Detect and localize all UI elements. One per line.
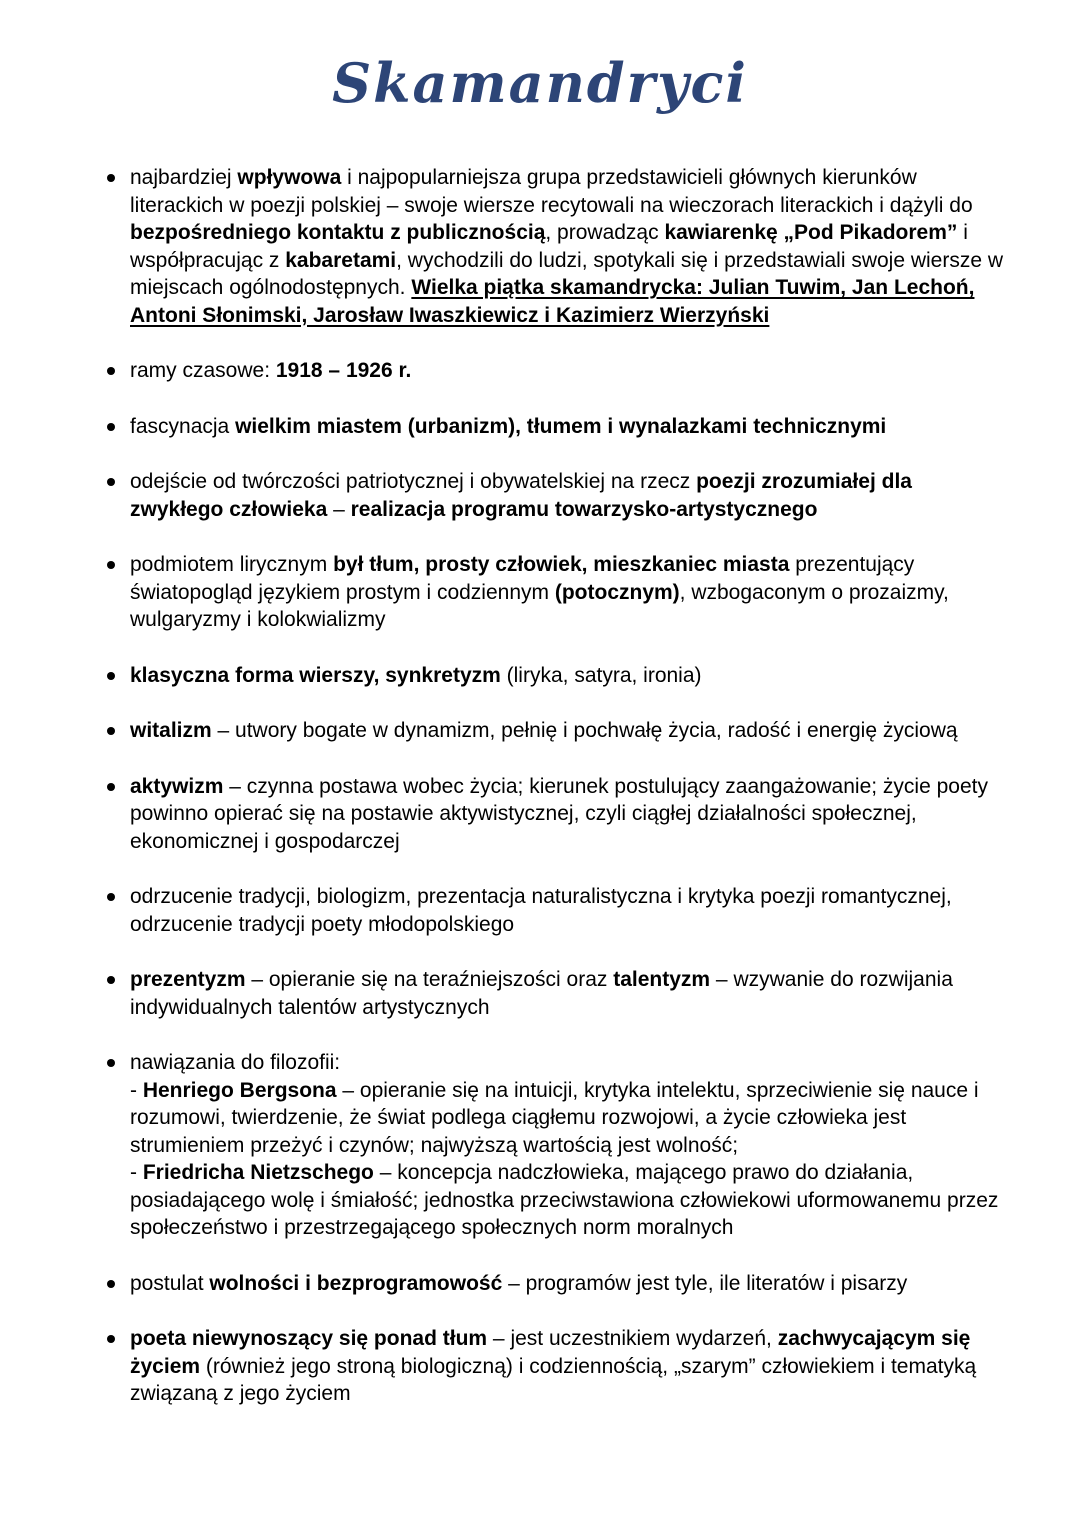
text-segment: i współpracując z	[130, 221, 968, 272]
list-item	[105, 773, 1010, 856]
list-item	[105, 1049, 1010, 1242]
text-segment: –	[327, 497, 351, 521]
list-item-text	[130, 553, 949, 631]
text-segment: kabaretami	[285, 248, 397, 272]
list-item-text	[130, 885, 952, 936]
list-item	[105, 164, 1010, 329]
text-segment: talentyzm	[613, 968, 711, 992]
list-item	[105, 717, 1010, 745]
text-segment: – utwory bogate w dynamizm, pełnię i pochwałę życia, radość i energię życiową	[211, 719, 958, 743]
list-item-text	[130, 719, 958, 742]
text-segment: (potocznym)	[554, 580, 680, 604]
bullet-icon	[107, 727, 115, 735]
list-item-text	[130, 664, 702, 687]
text-segment: Friedricha Nietzschego	[142, 1161, 374, 1185]
bullet-list	[0, 164, 1080, 1476]
list-item	[105, 357, 1010, 385]
text-segment: – koncepcja nadczłowieka, mającego prawo do działania, posiadającego wolę i śmiałość; jednostka przeciwstawiona człowiekowi uformowanemu przez społeczeństwo i przestrzegającego społecznych norm moralnych	[130, 1161, 999, 1240]
text-segment: bezpośredniego kontaktu z publicznością	[130, 221, 546, 245]
bullet-icon	[107, 174, 115, 182]
text-segment: , prowadząc	[545, 221, 665, 245]
text-segment: klasyczna forma wierszy, synkretyzm	[130, 663, 501, 687]
text-segment: – programów jest tyle, ile literatów i pisarzy	[502, 1271, 908, 1295]
text-segment: , wzbogaconym o prozaizmy, wulgaryzmy i kolokwializmy	[130, 580, 949, 632]
bullet-icon	[107, 976, 115, 984]
text-segment: -	[130, 1078, 143, 1102]
bullet-icon	[107, 561, 115, 569]
list-item	[105, 883, 1010, 938]
list-item	[105, 551, 1010, 634]
bullet-icon	[107, 1059, 115, 1067]
text-segment: – opieranie się na teraźniejszości oraz	[245, 968, 614, 992]
bullet-icon	[107, 367, 115, 375]
bullet-icon	[107, 423, 115, 431]
text-segment: -	[130, 1161, 143, 1185]
text-segment: witalizm	[130, 719, 212, 743]
list-item-text	[130, 968, 953, 1019]
text-segment: wolności i bezprogramowość	[209, 1271, 503, 1295]
text-segment: Henriego Bergsona	[142, 1078, 337, 1102]
list-item-text	[130, 359, 411, 382]
text-segment: (również jego stroną biologiczną) i codziennością, „szarym” człowiekiem i tematyką związaną z jego życiem	[130, 1354, 977, 1406]
text-segment: poezji zrozumiałej dla zwykłego człowieka	[130, 470, 912, 521]
list-item-text	[130, 1327, 976, 1405]
text-segment: realizacja programu towarzysko-artystycznego	[350, 497, 818, 521]
text-segment: – wzywanie do rozwijania indywidualnych talentów artystycznych	[130, 968, 953, 1019]
text-segment: ramy czasowe:	[130, 359, 276, 383]
list-item	[105, 1325, 1010, 1408]
text-segment: kawiarenkę „Pod Pikadorem”	[664, 221, 958, 245]
text-segment: 1918 – 1926 r.	[275, 359, 412, 383]
text-segment: nawiązania do filozofii:	[130, 1051, 341, 1075]
text-segment: postulat	[130, 1271, 210, 1295]
text-segment: wielkim miastem (urbanizm), tłumem i wynalazkami technicznymi	[235, 414, 887, 438]
text-segment: podmiotem lirycznym	[130, 553, 334, 577]
list-item	[105, 966, 1010, 1021]
list-item-text	[130, 1272, 907, 1295]
text-segment: prezentujący światopogląd językiem prostym i codziennym	[130, 553, 915, 604]
text-segment: aktywizm	[130, 774, 224, 798]
text-segment: zachwycającym się życiem	[130, 1327, 971, 1378]
list-item-text	[130, 775, 988, 853]
text-segment: był tłum, prosty człowiek, mieszkaniec miasta	[333, 553, 790, 577]
bullet-icon	[107, 478, 115, 486]
text-segment: poeta niewynoszący się ponad tłum	[130, 1327, 488, 1351]
text-segment: (liryka, satyra, ironia)	[500, 663, 702, 687]
list-item-text	[130, 1051, 998, 1239]
text-segment: – czynna postawa wobec życia; kierunek postulujący zaangażowanie; życie poety powinno opierać się na postawie aktywistycznej, czyli ciągłej działalności społecznej, ekonomicznej i gospodarczej	[130, 774, 988, 853]
text-segment: fascynacja	[130, 414, 236, 438]
bullet-icon	[107, 893, 115, 901]
text-segment: Wielka piątka skamandrycka: Julian Tuwim, Jan Lechoń, Antoni Słonimski, Jarosław Iwaszkiewicz i Kazimierz Wierzyński	[130, 276, 975, 327]
list-item	[105, 662, 1010, 690]
text-segment: wpływowa	[237, 166, 342, 190]
text-segment: prezentyzm	[130, 968, 246, 992]
bullet-icon	[107, 672, 115, 680]
bullet-icon	[107, 1335, 115, 1343]
list-item-text	[130, 470, 912, 521]
list-item	[105, 413, 1010, 441]
bullet-icon	[107, 783, 115, 791]
text-segment: najbardziej	[130, 166, 238, 190]
text-segment: , wychodzili do ludzi, spotykali się i przedstawiali swoje wiersze w miejscach ogólnodostępnych.	[130, 248, 1004, 300]
bullet-icon	[107, 1280, 115, 1288]
list-item	[105, 468, 1010, 523]
text-segment: odrzucenie tradycji, biologizm, prezentacja naturalistyczna i krytyka poezji romantycznej, odrzucenie tradycji poety młodopolskiego	[130, 885, 952, 936]
text-segment: i najpopularniejsza grupa przedstawicieli głównych kierunków literackich w poezji polskiej – swoje wiersze recytowali na wieczorach literackich i dążyli do	[130, 166, 973, 217]
text-segment: – opieranie się na intuicji, krytyka intelektu, sprzeciwienie się nauce i rozumowi, twierdzenie, że świat podlega ciągłemu rozwojowi, a życie człowieka jest strumieniem przeżyć i czynów; najwyższą wartością jest wolność;	[130, 1078, 979, 1157]
list-item	[105, 1270, 1010, 1298]
list-item-text	[130, 415, 886, 438]
list-item-text	[130, 166, 1003, 327]
text-segment: – jest uczestnikiem wydarzeń,	[487, 1327, 778, 1351]
page-title: Skamandryci	[332, 51, 748, 115]
text-segment: odejście od twórczości patriotycznej i obywatelskiej na rzecz	[130, 470, 697, 494]
